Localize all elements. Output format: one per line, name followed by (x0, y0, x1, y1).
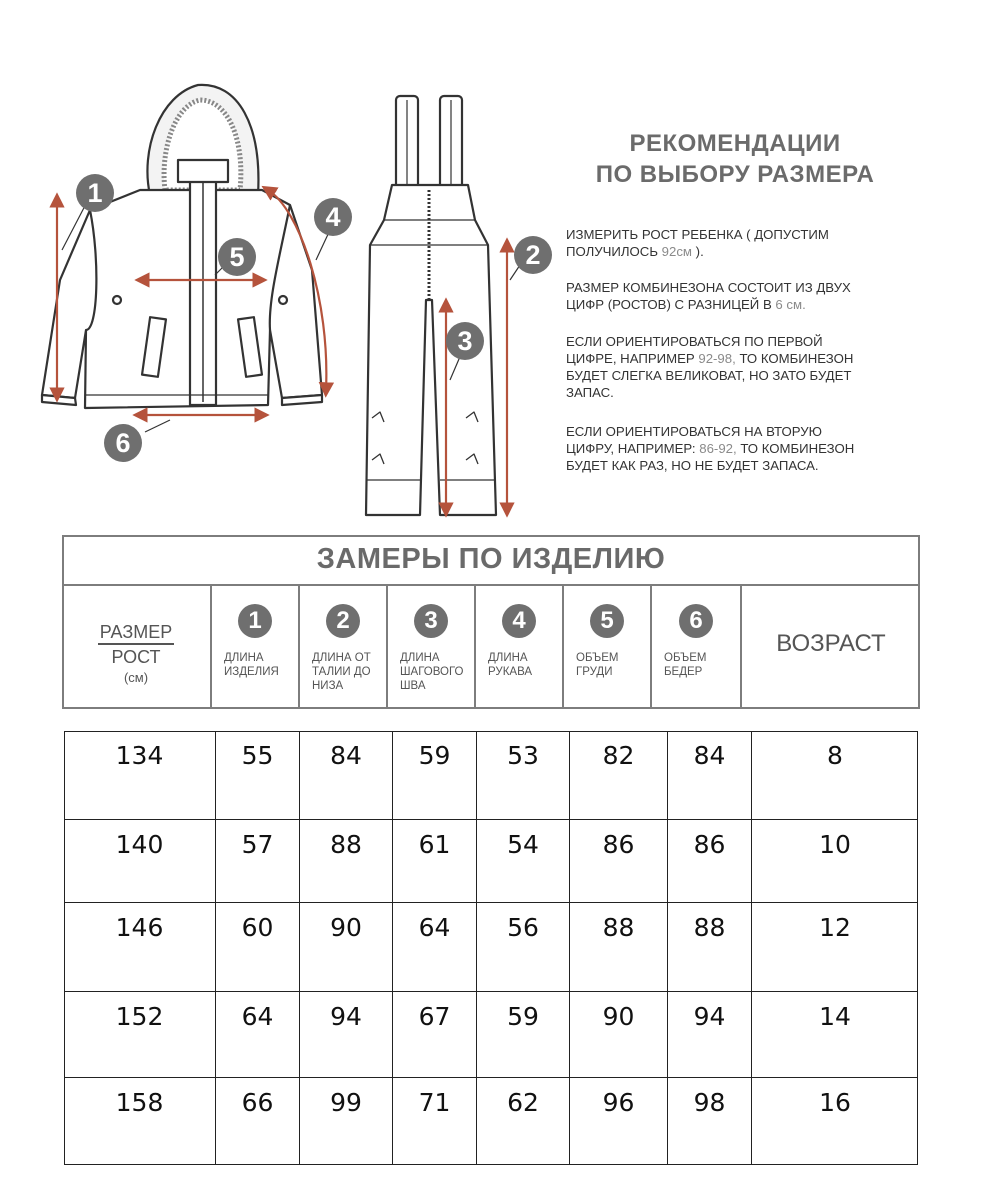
header-age-column (742, 586, 920, 709)
text-line: ИЗМЕРИТЬ РОСТ РЕБЕНКА ( ДОПУСТИМ (566, 227, 829, 242)
table-cell-col-2: 84 (300, 731, 393, 820)
marker-1-badge: 1 (76, 174, 114, 212)
col-1-badge: 1 (238, 604, 272, 638)
age-label: ВОЗРАСТ (776, 629, 886, 657)
text-line: ЗАПАС. (566, 385, 614, 400)
header-size-column (62, 586, 212, 709)
table-cell-col-4: 53 (477, 731, 570, 820)
garment-diagram (0, 0, 560, 530)
text-line: ). (695, 244, 704, 259)
header-col-2 (300, 586, 388, 709)
table-cell-col-1: 64 (216, 992, 300, 1078)
recommendations-title-line1: РЕКОМЕНДАЦИИ (629, 130, 841, 157)
table-cell-col-6: 98 (668, 1078, 752, 1165)
col-1-label: ДЛИНА ИЗДЕЛИЯ (224, 652, 279, 678)
marker-4-badge: 4 (314, 198, 352, 236)
table-cell-col-1: 66 (216, 1078, 300, 1165)
table-cell-col-5: 88 (570, 903, 668, 992)
table-cell-col-3: 61 (393, 820, 477, 903)
col-5-label: ОБЪЕМ ГРУДИ (576, 652, 619, 678)
header-col-5 (564, 586, 652, 709)
col-6-label: ОБЪЕМ БЕДЕР (664, 652, 707, 678)
recommendation-paragraph-2 (566, 279, 926, 313)
highlight: 92-98, (698, 351, 736, 366)
header-col-6 (652, 586, 742, 709)
table-cell-col-6: 94 (668, 992, 752, 1078)
marker-3-badge: 3 (446, 322, 484, 360)
recommendations-title (560, 128, 910, 190)
col-3-label: ДЛИНА ШАГОВОГО ШВА (400, 652, 464, 692)
jacket-outline (42, 85, 322, 408)
recommendation-paragraph-1 (566, 226, 926, 260)
marker-5-badge: 5 (218, 238, 256, 276)
table-cell-col-6: 88 (668, 903, 752, 992)
marker-6-badge: 6 (104, 424, 142, 462)
col-2-label: ДЛИНА ОТ ТАЛИИ ДО НИЗА (312, 652, 371, 692)
text-line: РАЗМЕР КОМБИНЕЗОНА СОСТОИТ ИЗ ДВУХ (566, 280, 851, 295)
highlight: 86-92, (699, 441, 737, 456)
table-cell-age: 14 (752, 992, 918, 1078)
text-line: ЦИФРУ, НАПРИМЕР: (566, 441, 696, 456)
table-cell-age: 8 (752, 731, 918, 820)
table-cell-col-4: 56 (477, 903, 570, 992)
col-6-badge: 6 (679, 604, 713, 638)
text-line: ПОЛУЧИЛОСЬ (566, 244, 658, 259)
text-line: ЕСЛИ ОРИЕНТИРОВАТЬСЯ ПО ПЕРВОЙ (566, 334, 823, 349)
table-cell-col-5: 96 (570, 1078, 668, 1165)
table-cell-col-4: 54 (477, 820, 570, 903)
table-cell-col-4: 59 (477, 992, 570, 1078)
table-cell-height: 140 (64, 820, 216, 903)
table-cell-col-6: 84 (668, 731, 752, 820)
table-cell-col-5: 86 (570, 820, 668, 903)
table-cell-col-2: 88 (300, 820, 393, 903)
text-line: ТО КОМБИНЕЗОН (740, 441, 855, 456)
table-cell-height: 134 (64, 731, 216, 820)
table-cell-height: 152 (64, 992, 216, 1078)
height-label: РОСТ (111, 647, 161, 667)
table-cell-age: 16 (819, 1088, 851, 1117)
table-cell-col-1: 60 (216, 903, 300, 992)
text-line: ТО КОМБИНЕЗОН (739, 351, 854, 366)
table-cell-col-3: 67 (393, 992, 477, 1078)
table-cell-col-4: 62 (477, 1078, 570, 1165)
table-cell-col-2: 90 (300, 903, 393, 992)
table-cell-col-3: 71 (393, 1078, 477, 1165)
recommendation-paragraph-4 (566, 423, 926, 474)
measurements-header-title: ЗАМЕРЫ ПО ИЗДЕЛИЮ (62, 535, 920, 586)
header-col-4 (476, 586, 564, 709)
text-line: БУДЕТ КАК РАЗ, НО НЕ БУДЕТ ЗАПАСА. (566, 458, 819, 473)
header-col-3 (388, 586, 476, 709)
header-col-1 (212, 586, 300, 709)
col-3-badge: 3 (414, 604, 448, 638)
text-line: ЦИФР (РОСТОВ) С РАЗНИЦЕЙ В (566, 297, 772, 312)
recommendations-title-line2: ПО ВЫБОРУ РАЗМЕРА (595, 161, 875, 188)
table-cell-col-2: 99 (300, 1078, 393, 1165)
text-line: ЦИФРЕ, НАПРИМЕР (566, 351, 695, 366)
table-cell-age: 12 (752, 903, 918, 992)
table-cell-col-3: 64 (393, 903, 477, 992)
table-cell-col-6: 86 (668, 820, 752, 903)
table-cell-col-2: 94 (300, 992, 393, 1078)
col-2-badge: 2 (326, 604, 360, 638)
highlight: 92см (661, 244, 692, 259)
recommendation-paragraph-3 (566, 333, 926, 401)
col-4-label: ДЛИНА РУКАВА (488, 652, 533, 678)
table-cell-age: 10 (752, 820, 918, 903)
table-cell-height: 158 (64, 1078, 216, 1165)
marker-2-badge: 2 (514, 236, 552, 274)
text-line: БУДЕТ СЛЕГКА ВЕЛИКОВАТ, НО ЗАТО БУДЕТ (566, 368, 852, 383)
table-cell-height: 146 (64, 903, 216, 992)
overalls-outline (366, 96, 496, 515)
text-line: ЕСЛИ ОРИЕНТИРОВАТЬСЯ НА ВТОРУЮ (566, 424, 822, 439)
size-label: РАЗМЕР (98, 622, 174, 645)
table-cell-col-1: 57 (216, 820, 300, 903)
table-cell-col-1: 55 (216, 731, 300, 820)
highlight: 6 см. (775, 297, 806, 312)
table-cell-col-3: 59 (393, 731, 477, 820)
col-4-badge: 4 (502, 604, 536, 638)
col-5-badge: 5 (590, 604, 624, 638)
table-cell-col-5: 82 (570, 731, 668, 820)
unit-label: (см) (123, 670, 149, 685)
table-cell-col-5: 90 (570, 992, 668, 1078)
